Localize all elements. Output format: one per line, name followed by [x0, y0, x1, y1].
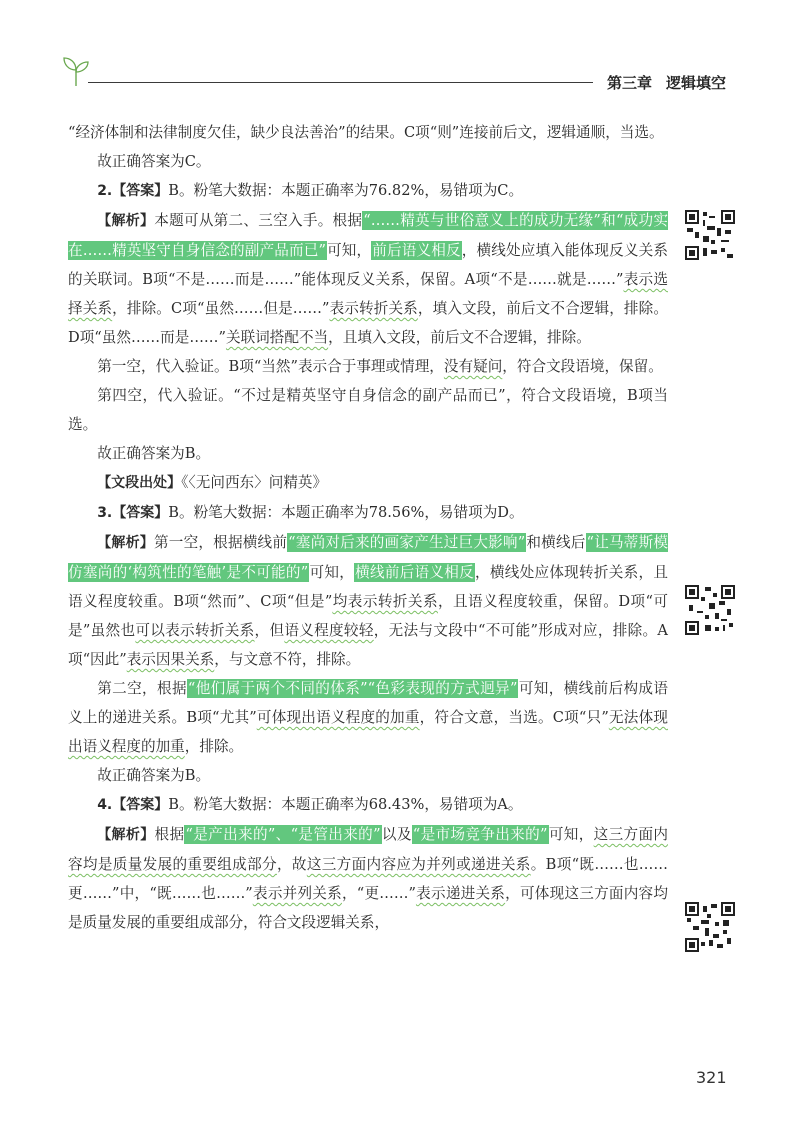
answer-header-q2: 2.【答案】B。粉笔大数据：本题正确率为76.82%，易错项为C。: [97, 182, 524, 199]
page-number: 321: [696, 1068, 727, 1087]
qr-code-q4[interactable]: [685, 902, 735, 952]
analysis-q2-blank4: 第四空，代入验证。“不过是精英坚守自身信念的副产品而已”，符合文段语境，B项当选。: [68, 387, 668, 433]
highlight: “让马蒂斯模仿塞尚的‘构筑性的笔触’是不可能的”: [68, 534, 668, 581]
wavy-underline: 表示递进关系: [415, 885, 506, 902]
chapter-title: 逻辑填空: [666, 74, 727, 92]
qr-code-q2[interactable]: [685, 210, 735, 260]
chapter-number: 第三章: [607, 74, 653, 92]
header-rule: [88, 82, 593, 83]
wavy-underline: 均表示转折关系: [332, 593, 438, 610]
analysis-q4: 【解析】根据“是产出来的”、“是管出来的”以及“是市场竞争出来的”可知，这三方面内容均是质量发展的重要组成部分，故这三方面内容应为并列或递进关系。B项“既……也……更……”中，“既……也……”表示并列关系，“更……”表示递进关系，可体现这三方面内容均是质量发展的重要组成部分，符合文段逻辑关系，: [68, 826, 668, 931]
wavy-underline: 这三方面内容均是质量发展的重要组成部分: [68, 826, 668, 873]
answer-header-q4: 4.【答案】B。粉笔大数据：本题正确率为68.43%，易错项为A。: [97, 796, 523, 813]
wavy-underline: 这三方面内容应为并列或递进关系: [306, 856, 531, 873]
wavy-underline: 没有疑问: [443, 358, 503, 375]
answer-line-q1: 故正确答案为C。: [97, 153, 211, 170]
source-q2: 【文段出处】《〈无问西东〉问精英》: [97, 474, 328, 491]
wavy-underline: 语义程度较轻: [284, 622, 374, 639]
highlight: “塞尚对后来的画家产生过巨大影响”: [288, 534, 526, 551]
analysis-tag: 【解析】: [97, 827, 155, 843]
analysis-q3: 【解析】第一空，根据横线前“塞尚对后来的画家产生过巨大影响”和横线后“让马蒂斯模仿塞尚的‘构筑性的笔触’是不可能的”可知，横线前后语义相反，横线处应体现转折关系，且语义程度较重。B项“然而”、C项“但是”均表示转折关系，且语义程度较重，保留。D项“可是”虽然也可以表示转折关系，但语义程度较轻，无法与文段中“不可能”形成对应，排除。A项“因此”表示因果关系，与文意不符，排除。: [68, 534, 668, 668]
wavy-underline: 无法体现出语义程度的加重: [68, 709, 668, 755]
analysis-q2-blank1: 第一空，代入验证。B项“当然”表示合于事理或情理，没有疑问，符合文段语境，保留。: [97, 358, 663, 375]
highlight: “是市场竞争出来的”: [412, 826, 548, 843]
highlight: “他们属于两个不同的体系”“色彩表现的方式迥异”: [187, 680, 518, 697]
highlight: 横线前后语义相反: [355, 564, 474, 581]
page-content: [68, 118, 668, 937]
answer-header-q3: 3.【答案】B。粉笔大数据：本题正确率为78.56%，易错项为D。: [97, 504, 524, 521]
wavy-underline: 关联词搭配不当: [225, 329, 329, 346]
answer-tag: 2.【答案】: [97, 183, 169, 199]
highlight: 前后语义相反: [372, 242, 461, 259]
wavy-underline: 可体现出语义程度的加重: [256, 709, 420, 726]
source-tag: 【文段出处】: [97, 475, 182, 491]
analysis-q2: 【解析】本题可从第二、三空入手。根据“……精英与世俗意义上的成功无缘”和“成功实在……精英坚守自身信念的副产品而已”可知，前后语义相反，横线处应填入能体现反义关系的关联词。B项“不是……而是……”能体现反义关系，保留。A项“不是……就是……”表示选择关系，排除。C项“虽然……但是……”表示转折关系，填入文段，前后文不合逻辑，排除。D项“虽然……而是……”关联词搭配不当，且填入文段，前后文不合逻辑，排除。: [68, 212, 668, 346]
wavy-underline: 表示并列关系: [252, 885, 342, 902]
answer-tag: 4.【答案】: [97, 797, 169, 813]
wavy-underline: 表示选择关系: [68, 271, 668, 317]
wavy-underline: 表示因果关系: [126, 651, 215, 668]
analysis-tag: 【解析】: [97, 213, 155, 229]
wavy-underline: 可以表示转折关系: [135, 622, 255, 639]
answer-line-q3: 故正确答案为B。: [97, 767, 211, 784]
qr-code-q3[interactable]: [685, 585, 735, 635]
highlight: “是产出来的”、“是管出来的”: [185, 826, 381, 843]
paragraph-continuation: “经济体制和法律制度欠佳，缺少良法善治”的结果。C项“则”连接前后文，逻辑通顺，当选。: [68, 124, 664, 141]
analysis-q3-blank2: 第二空，根据“他们属于两个不同的体系”“色彩表现的方式迥异”可知，横线前后构成语义上的递进关系。B项“尤其”可体现出语义程度的加重，符合文意，当选。C项“只”无法体现出语义程度的加重，排除。: [68, 680, 668, 755]
answer-line-q2: 故正确答案为B。: [97, 445, 211, 462]
highlight: “……精英与世俗意义上的成功无缘”和“成功实在……精英坚守自身信念的副产品而已”: [68, 212, 668, 259]
answer-tag: 3.【答案】: [97, 505, 169, 521]
chapter-heading: [607, 72, 726, 93]
wavy-underline: 表示转折关系: [329, 300, 418, 317]
analysis-tag: 【解析】: [97, 535, 154, 551]
